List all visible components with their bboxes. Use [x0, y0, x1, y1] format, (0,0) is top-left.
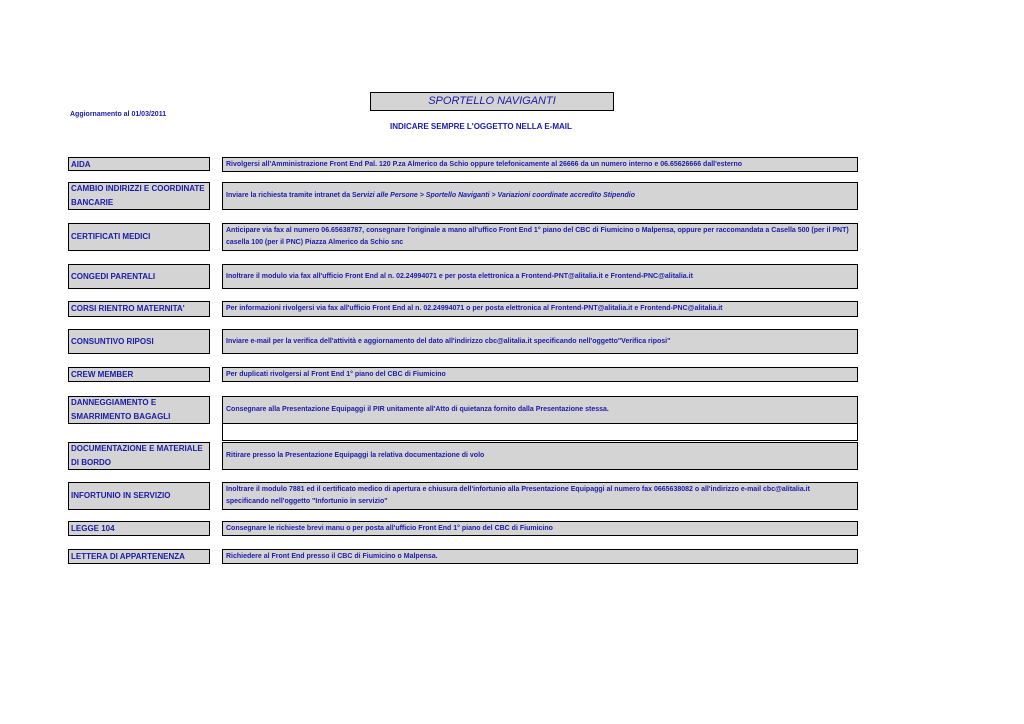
desc-lettera-appartenenza: Richiedere al Front End presso il CBC di Fiumicino o Malpensa. — [222, 549, 858, 564]
email-subject-notice: INDICARE SEMPRE L'OGGETTO NELLA E-MAIL — [390, 122, 572, 131]
label-crew-member: CREW MEMBER — [68, 367, 210, 382]
desc-congedi-parentali: Inoltrare il modulo via fax all'ufficio Front End al n. 02.24994071 e per posta elettronica a Frontend-PNT@alitalia.it e Frontend-PNC@alitalia.it — [222, 264, 858, 289]
desc-certificati-medici: Anticipare via fax al numero 06.65638787, consegnare l'originale a mano all'uffico Front End 1° piano del CBC di Fiumicino o Malpensa, oppure per raccomandata a Casella 500 (per il PNT) casella 100 (per il PNC) Piazza Almerico da Schio snc — [222, 223, 858, 251]
desc-corsi-rientro: Per informazioni rivolgersi via fax all'ufficio Front End al n. 02.24994071 o per posta elettronica al Frontend-PNT@alitalia.it e Frontend-PNC@alitalia.it — [222, 301, 858, 317]
label-lettera-appartenenza: LETTERA DI APPARTENENZA — [68, 549, 210, 564]
desc-danneggiamento-bagagli: Consegnare alla Presentazione Equipaggi il PIR unitamente all'Atto di quietanza fornito dalla Presentazione stessa. — [222, 396, 858, 424]
page-title: SPORTELLO NAVIGANTI — [370, 92, 614, 111]
label-certificati-medici: CERTIFICATI MEDICI — [68, 223, 210, 251]
desc-cambio-path: ervizi alle Persone > Sportello Naviganti > Variazioni coordinate accredito Stipendio — [356, 192, 635, 199]
desc-cambio-text: Inviare la richiesta tramite intranet da S — [226, 192, 357, 199]
label-documentazione-materiale: DOCUMENTAZIONE E MATERIALE DI BORDO — [68, 442, 210, 470]
label-legge-104: LEGGE 104 — [68, 521, 210, 536]
label-consuntivo-riposi: CONSUNTIVO RIPOSI — [68, 329, 210, 354]
desc-infortunio-servizio: Inoltrare il modulo 7881 ed il certificato medico di apertura e chiusura dell'infortunio alla Presentazione Equipaggi al numero fax 0665638082 o all'indirizzo e-mail cbc@alitalia.it specificando nell'oggetto "Infortunio in servizio" — [222, 482, 858, 510]
desc-aida: Rivolgersi all'Amministrazione Front End Pal. 120 P.za Almerico da Schio oppure telefonicamente al 26666 da un numero interno e 06.65626666 dall'esterno — [222, 157, 858, 172]
label-congedi-parentali: CONGEDI PARENTALI — [68, 264, 210, 289]
label-danneggiamento-bagagli: DANNEGGIAMENTO E SMARRIMENTO BAGAGLI — [68, 396, 210, 424]
label-aida: AIDA — [68, 157, 210, 171]
desc-crew-member: Per duplicati rivolgersi al Front End 1° piano del CBC di Fiumicino — [222, 367, 858, 382]
label-infortunio-servizio: INFORTUNIO IN SERVIZIO — [68, 482, 210, 510]
desc-documentazione-materiale: Ritirare presso la Presentazione Equipaggi la relativa documentazione di volo — [222, 442, 858, 470]
desc-consuntivo-riposi: Inviare e-mail per la verifica dell'attività e aggiornamento del dato all'indirizzo cbc@alitalia.it specificando nell'oggetto"Verifica riposi" — [222, 329, 858, 354]
label-corsi-rientro: CORSI RIENTRO MATERNITA' — [68, 301, 210, 317]
label-cambio-indirizzi: CAMBIO INDIRIZZI E COORDINATE BANCARIE — [68, 182, 210, 210]
desc-legge-104: Consegnare le richieste brevi manu o per posta all'ufficio Front End 1° piano del CBC di Fiumicino — [222, 521, 858, 536]
desc-cambio-indirizzi — [222, 182, 858, 210]
update-date: Aggiornamento al 01/03/2011 — [70, 111, 167, 118]
blank-cell — [222, 424, 858, 441]
